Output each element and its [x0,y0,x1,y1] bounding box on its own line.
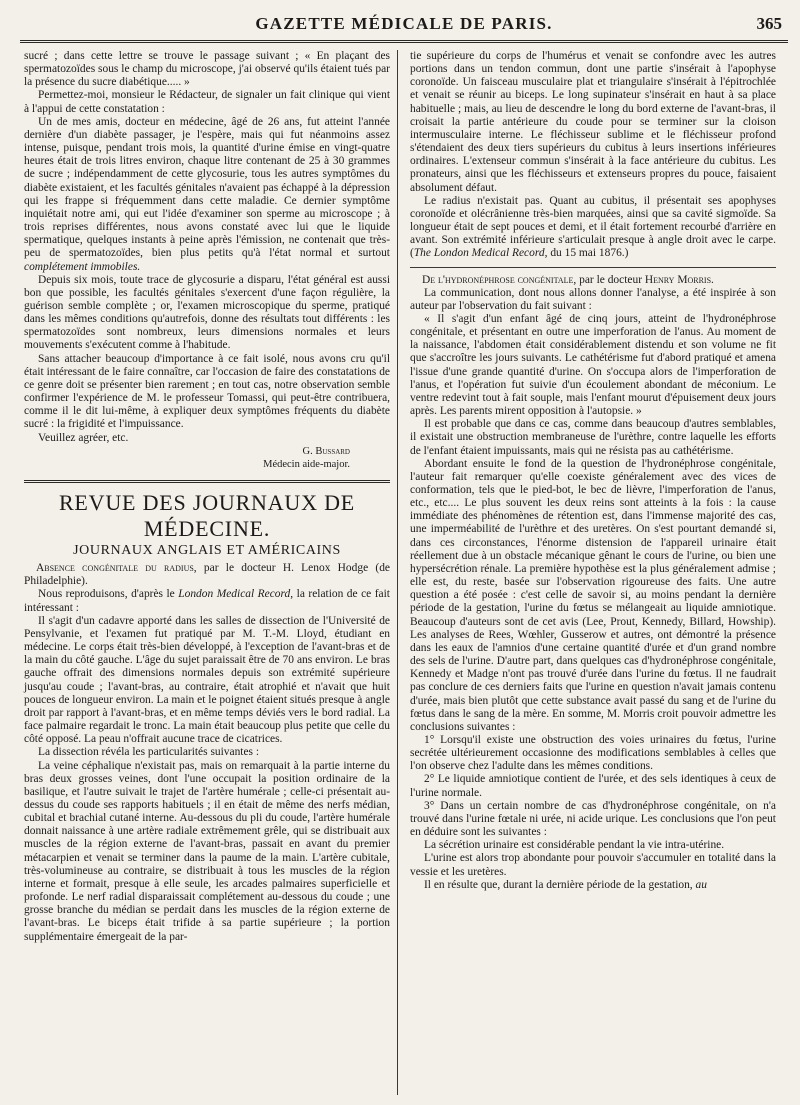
paragraph: L'urine est alors trop abondante pour pouvoir s'accumuler en totalité dans la vessie et les uretères. [410,852,776,878]
paragraph [24,116,390,274]
paragraph: Abordant ensuite le fond de la question de l'hydronéphrose congénitale, l'auteur fait remarquer qu'elle coexiste généralement avec des vices de conformation, tels que le pied-bot, le bec de lièvre, l'imperforation de l'anus, etc., etc.... Le plus souvent les deux reins sont atteints à la fois : la cause immédiate des phénomènes de rétention est, dans l'immense majorité des cas, une imperméabilité de l'urèthre et des uretères. On s'est pourtant demandé si, dans ces circonstances, l'énorme distension de l'appareil urinaire était réellement due à un obstacle mécanique gênant le cours de l'urine, ou bien une hypersécrétion rénale. La première hypothèse est la plus généralement admise ; elle est, du reste, basée sur l'observation rigoureuse des faits. Une autre question a été posée : c'est celle de savoir si, au moins pendant la dernière période de la gestation, l'urine du fœtus se mélangeait au liquide amniotique. Beaucoup d'auteurs sont de cet avis (Lee, Prout, Kennedy, Billard, Howship). Les analyses de Rees, Wœhler, Gusserow et autres, ont démontré la présence dans les eaux de l'amnios d'une certaine quantité d'urée et d'un grand nombre des sels de l'urine. D'autre part, dans quelques cas d'hydronéphrose congénitale, Kennedy et Madge n'ont pas trouvé d'urée dans l'urine du fœtus. Il ne faudrait pas conclure de ces derniers faits que l'urine en question n'avait jamais contenu d'urée, mais bien plutôt que cette substance avait passé du sang et de l'urine du fœtus dans le sang de la mère. En somme, M. Morris croit pouvoir admettre les conclusions suivantes : [410,457,776,733]
paragraph-text: Il en résulte que, durant la dernière période de la gestation, [424,878,696,891]
article-heading-title: Absence congénitale du radius, [36,562,197,575]
paragraph-text: Nous reproduisons, d'après le [38,588,179,601]
column-rule [397,50,398,1095]
article-divider [410,267,776,268]
paragraph-text: Un de mes amis, docteur en médecine, âgé de 26 ans, fut atteint l'année dernière d'un diabète passager, je l'espère, mais qui fut néanmoins assez intense, puisque, pendant trois mois, la quantité d'urine émise en vingt-quatre heures était de trois litres environ, chaque litre contenant de 25 à 30 grammes de sucre ; indépendamment de cette glycosurie, tous les autres symptômes du diabète existaient, et les facultés génitales n'avaient pas échappé à la dépression qui les frappe si fréquemment dans cette maladie. Ce dernier symptôme inquiétait notre ami, qui eut l'idée d'examiner son sperme au microscope ; à trois reprises différentes, nous avons constaté avec lui que le liquide spermatique, quelques instants à peine après l'émission, ne contenait que très-peu de spermatozoïdes, bien plus petits qu'à l'état normal et surtout [24,115,390,260]
left-column [24,50,390,944]
article-heading-text: par le docteur [576,273,645,286]
source-title: London Medical Record [178,588,291,601]
conclusion-item: 1° Lorsqu'il existe une obstruction des voies urinaires du fœtus, l'urine secrétée ultérieurement occasionne des modifications semblables à celles que l'on observe chez l'adulte dans les mêmes conditions. [410,733,776,773]
paragraph-text: , du 15 mai 1876.) [544,247,629,260]
page-header [20,8,788,43]
signature-title: Médecin aide-major. [263,458,350,470]
paragraph-text: Le radius n'existait pas. Quant au cubitus, il présentait ses apophyses coronoïde et olécrânienne très-bien marquées, ainsi que sa cavité sigmoïde. Sa longueur était de sept pouces et demi, et il était fortement recourbé d'arrière en avant. Son extrémité inférieure s'articulait presque à angle droit avec le carpe. ( [410,194,776,260]
closing-line: Veuillez agréer, etc. [38,431,129,444]
paragraph: La communication, dont nous allons donner l'analyse, a été inspirée à son auteur par l'observation du fait suivant : [410,286,776,312]
article-heading-title: De l'hydronéphrose congénitale, [422,273,577,286]
paragraph [410,879,776,892]
right-column [410,50,776,892]
signature-name: G. Bussard [302,445,350,457]
article-heading [24,562,390,588]
paragraph: La sécrétion urinaire est considérable pendant la vie intra-utérine. [424,839,725,852]
page-number: 365 [756,14,782,33]
paragraph: Il s'agit d'un cadavre apporté dans les salles de dissection de l'Université de Pensylvanie, et l'examen fut pratiqué par M. T.-M. Lloyd, étudiant en médecine. Le corps était très-bien développé, à l'exception de l'avant-bras et de la main du côté gauche. L'âge du sujet paraissait être de 70 ans environ. Le bras gauche offrait des dimensions normales depuis son extrémité supérieure jusqu'au coude ; l'avant-bras, au contraire, était atrophié et n'avait que huit pouces de longueur environ. La main et le poignet étaient situés presque à angle droit par rapport à l'avant-bras, et en même temps déviés vers le bord radial. La face palmaire regardait le tronc. La main était beaucoup plus petite que celle du côté opposé. La peau n'offrait aucune trace de cicatrices. [24,614,390,746]
paragraph: La dissection révéla les particularités suivantes : [38,746,260,759]
paragraph [24,588,390,614]
article-heading [410,274,776,287]
conclusion-item: 3° Dans un certain nombre de cas d'hydronéphrose congénitale, on n'a trouvé dans l'urine fœtale ni urée, ni acide urique. Les conclusions que l'on peut en déduire sont les suivantes : [410,799,776,839]
paragraph: Permettez-moi, monsieur le Rédacteur, de signaler un fait clinique qui vient à l'appui de cette constatation : [24,89,390,115]
paragraph: La veine céphalique n'existait pas, mais on remarquait à la partie interne du bras deux grosses veines, dont l'une occupait la position ordinaire de la basilique, et l'autre suivait le trajet de l'artère humérale ; celle-ci présentait au-dessus du coude ses rapports habituels ; il en était de même des nerfs médian, cubital et brachial cutané interne. Au-dessous du pli du coude, l'artère humérale donnait naissance à une artère radiale extrêmement grêle, qui se distribuait aux muscles de la région externe de l'avant-bras, passait en avant du premier métacarpien et venait se terminer dans la paume de la main. L'artère cubitale, très-volumineuse au contraire, se distribuait à tous les muscles de la région interne et formait, presque à elle seule, les arcades palmaires superficielle et profonde. Le nerf radial disparaissait complétement au-dessous du coude ; une grosse branche du médian se perdait dans les muscles de la région externe de l'avant-bras. Le biceps était trifide à sa partie supérieure ; la portion supplémentaire émergeait de la par- [24,759,390,943]
section-divider [24,480,390,483]
paragraph: Sans attacher beaucoup d'importance à ce fait isolé, nous avons cru qu'il était intéressant de le faire connaître, car l'occasion de faire des constatations de ce genre doit se présenter bien rarement ; en tout cas, notre observation semble confirmer l'expérience de M. le professeur Tomassi, qui peut-être contribuera, comme il le dit lui-même, à expliquer deux symptômes fréquents du diabète sucré : la frigidité et l'impuissance. [24,352,390,431]
paragraph-text: , la relation de ce fait intéressant : [24,588,390,614]
article-heading-author: par le docteur H. Lenox Hodge (de Philadelphie). [24,562,390,588]
paragraph: Il est probable que dans ce cas, comme dans beaucoup d'autres semblables, il existait une obstruction membraneuse de l'urèthre, contre laquelle les efforts de l'enfant étaient impuissants, mais qui ne résista pas au cathétérisme. [410,418,776,457]
emphasis-text: complétement immobiles. [24,260,141,273]
article-heading-author: Henry Morris. [644,273,714,286]
paragraph: sucré ; dans cette lettre se trouve le passage suivant ; « En plaçant des spermatozoïdes sous le champ du microscope, j'ai observé qu'ils étaient tués par la présence du sucre diabétique..... » [24,50,390,89]
paragraph: Depuis six mois, toute trace de glycosurie a disparu, l'état général est aussi bon que possible, les facultés génitales s'exercent d'une façon régulière, la guérison semble complète ; or, l'examen microscopique du sperme, pratiqué dans les mêmes conditions qu'autrefois, donne des résultats tout différents : les spermatozoïdes sont nombreux, leurs dimensions normales et leurs mouvements s'exécutent comme à l'habitude. [24,273,390,352]
section-subtitle: JOURNAUX ANGLAIS ET AMÉRICAINS [73,543,341,558]
quoted-observation: « Il s'agit d'un enfant âgé de cinq jours, atteint de l'hydronéphrose congénitale, et présentant en outre une imperforation de l'anus. Au moment de la naissance, l'abdomen était considérablement distendu et son volume ne fit que s'accroître les jours suivants. Le cathétérisme fut d'abord pratiqué et amena l'issue d'une grande quantité d'urine. On s'occupa alors de l'imperforation de l'anus, et l'opération fut suivie d'un écoulement abondant de méconium. Le ventre redevint tout à fait souple, mais l'enfant mourut d'épuisement deux jours après. Les parents mirent opposition à l'autopsie. » [410,312,776,418]
paragraph: tie supérieure du corps de l'humérus et venait se confondre avec les autres portions dans un tendon commun, dont une partie s'insérait à l'apophyse coronoïde. Un faisceau musculaire plat et triangulaire s'insérait à l'épitrochlée et venait se réunir au biceps. Le long supinateur s'insérait en haut à sa place habituelle ; mais, au lieu de descendre le long du bord externe de l'avant-bras, il croisait la partie antérieure du coude pour se terminer sur la cloison intermusculaire interne. Le fléchisseur sublime et le fléchisseur profond s'étendaient des deux tiers supérieurs du cubitus à leurs insertions inférieures ordinaires. L'extenseur commun s'insérait à la face antérieure du cubitus. Les pronateurs, ainsi que les fléchisseurs et extenseurs propres du pouce, faisaient absolument défaut. [410,50,776,194]
journal-title: GAZETTE MÉDICALE DE PARIS. [255,14,553,33]
emphasis-text: au [695,878,707,891]
section-title: REVUE DES JOURNAUX DE MÉDECINE. [58,490,356,541]
paragraph [410,195,776,261]
conclusion-item: 2° Le liquide amniotique contient de l'urée, et des sels identiques à ceux de l'urine normale. [410,773,776,799]
source-title: The London Medical Record [413,247,545,260]
